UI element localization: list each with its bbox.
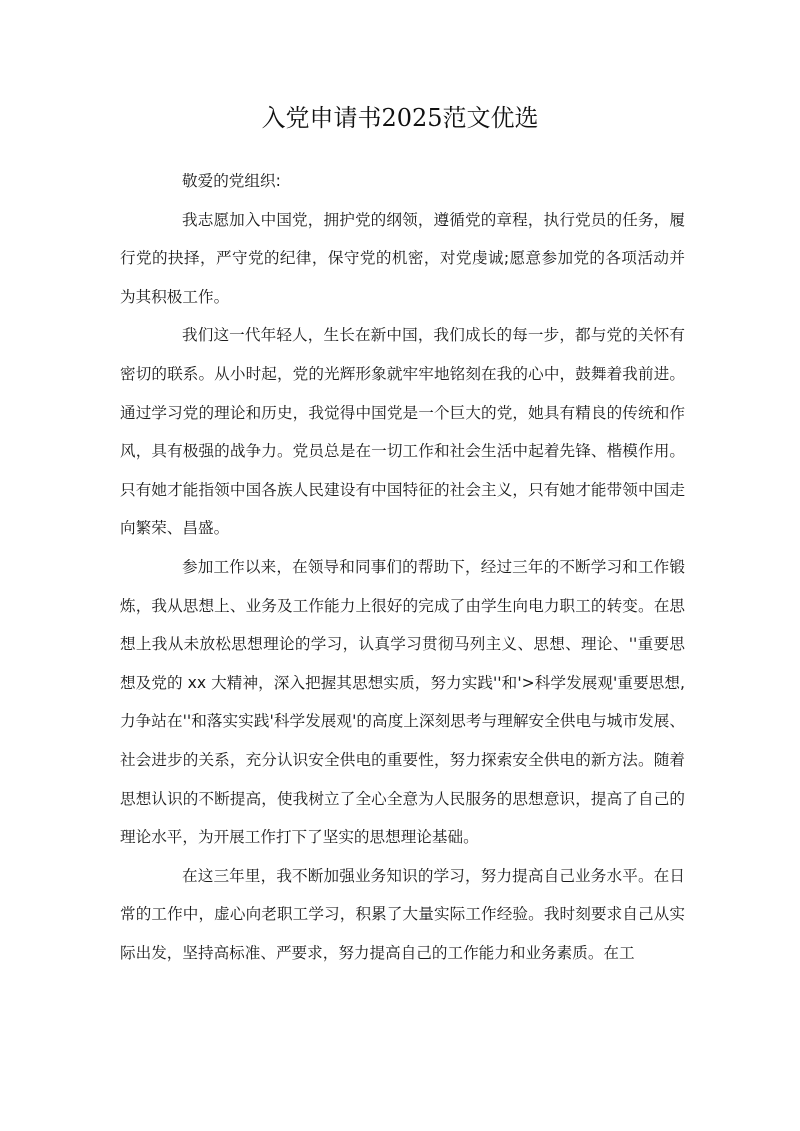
document-title: 入党申请书2025范文优选	[261, 104, 539, 132]
document-body	[120, 162, 685, 972]
paragraph-2: 我们这一代年轻人，生长在新中国，我们成长的每一步，都与党的关怀有密切的联系。从小时起，党的光辉形象就牢牢地铭刻在我的心中，鼓舞着我前进。通过学习党的理论和历史，我觉得中国党是一个巨大的党，她具有精良的传统和作风，具有极强的战争力。党员总是在一切工作和社会生活中起着先锋、楷模作用。只有她才能指领中国各族人民建设有中国特征的社会主义，只有她才能带领中国走向繁荣、昌盛。	[120, 326, 685, 538]
paragraph-4: 在这三年里，我不断加强业务知识的学习，努力提高自己业务水平。在日常的工作中，虚心向老职工学习，积累了大量实际工作经验。我时刻要求自己从实际出发，坚持高标准、严要求，努力提高自己的工作能力和业务素质。在工	[120, 866, 685, 962]
paragraph-1: 我志愿加入中国党，拥护党的纲领，遵循党的章程，执行党员的任务，履行党的抉择，严守党的纪律，保守党的机密，对党虔诚;愿意参加党的各项活动并为其积极工作。	[120, 210, 685, 306]
paragraph-3: 参加工作以来，在领导和同事们的帮助下，经过三年的不断学习和工作锻炼，我从思想上、业务及工作能力上很好的完成了由学生向电力职工的转变。在思想上我从未放松思想理论的学习，认真学习贯彻马列主义、思想、理论、''重要思想及党的 xx 大精神，深入把握其思想实质，努力实践''和'>科学发展观'重要思想,力争站在''和落实实践'科学发展观'的高度上深刻思考与理解安全供电与城市发展、社会进步的关系，充分认识安全供电的重要性，努力探索安全供电的新方法。随着思想认识的不断提高，使我树立了全心全意为人民服务的思想意识，提高了自己的理论水平，为开展工作打下了坚实的思想理论基础。	[120, 557, 685, 847]
salutation: 敬爱的党组织:	[182, 172, 281, 190]
